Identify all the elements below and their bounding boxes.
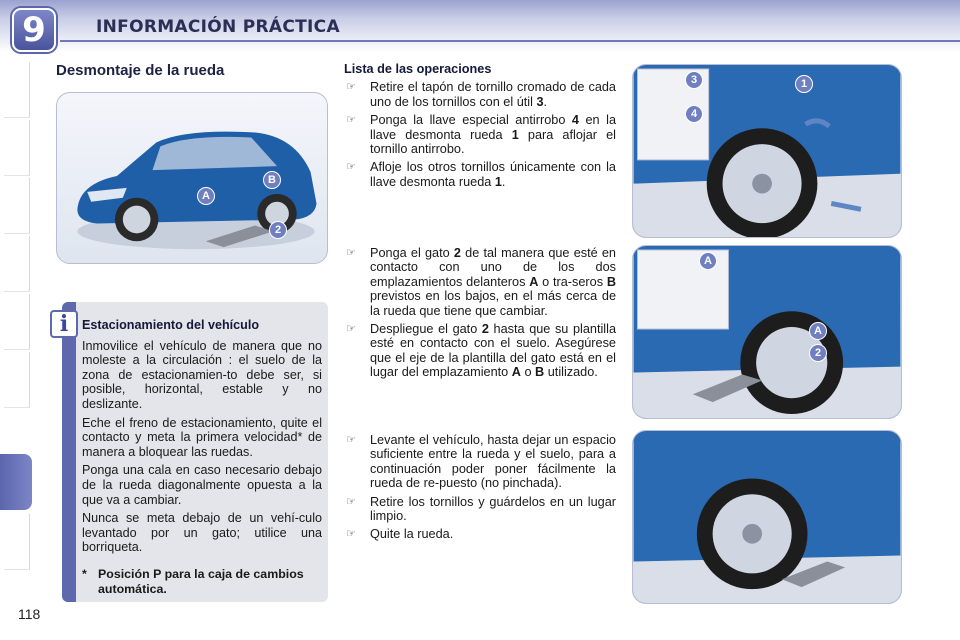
tool-4-marker: 4 bbox=[685, 105, 703, 123]
jack-2-marker: 2 bbox=[809, 344, 827, 362]
tool-1-marker: 1 bbox=[795, 75, 813, 93]
chapter-number: 9 bbox=[22, 10, 46, 50]
operation-step bbox=[344, 246, 616, 318]
operation-text: Retire los tornillos y guárdelos en un lugar limpio. bbox=[370, 494, 616, 524]
point-a-marker: A bbox=[809, 322, 827, 340]
chapter-side-tabs bbox=[0, 62, 34, 582]
operation-text: Quite la rueda. bbox=[370, 527, 454, 542]
info-paragraph: Inmovilice el vehículo de manera que no moleste a la circulación : el suelo de la zona de estacionamien-to debe ser, si posible, horizontal, estable y no deslizante. bbox=[82, 338, 322, 411]
operation-step bbox=[344, 80, 616, 109]
info-paragraph: Ponga una cala en caso necesario debajo de la rueda diagonalmente opuesta a la que va a cambiar. bbox=[82, 463, 322, 507]
callout-reference: B bbox=[606, 274, 617, 289]
callout-reference: 2 bbox=[481, 322, 489, 337]
side-tab[interactable] bbox=[4, 62, 30, 118]
section-title: Desmontaje de la rueda bbox=[56, 62, 225, 79]
chapter-title: INFORMACIÓN PRÁCTICA bbox=[96, 17, 340, 37]
header-band bbox=[0, 0, 960, 52]
header-rule bbox=[60, 40, 960, 42]
operations-group-2 bbox=[344, 246, 616, 384]
page-number: 118 bbox=[18, 606, 41, 622]
side-tab[interactable] bbox=[4, 236, 30, 292]
operations-group-3 bbox=[344, 433, 616, 546]
operation-step bbox=[344, 160, 616, 189]
jack-placement-illustration bbox=[632, 245, 902, 419]
point-b-marker: B bbox=[263, 171, 281, 189]
point-a-marker: A bbox=[699, 252, 717, 270]
jack-2-marker: 2 bbox=[269, 221, 287, 239]
operation-step bbox=[344, 113, 616, 156]
operation-text: Ponga la llave especial antirrobo 4 en la llave desmonta rueda 1 para aflojar el tornillo antirrobo. bbox=[370, 113, 617, 157]
info-box-content bbox=[82, 318, 322, 596]
operation-step bbox=[344, 527, 616, 541]
operation-step bbox=[344, 322, 616, 380]
hand-pointer-icon: ☞ bbox=[346, 81, 356, 94]
callout-reference: 2 bbox=[453, 246, 461, 260]
hand-pointer-icon: ☞ bbox=[346, 528, 356, 541]
side-tab-active[interactable] bbox=[0, 454, 32, 510]
info-paragraph: Eche el freno de estacionamiento, quite el contacto y meta la primera velocidad* de manera a bloquear las ruedas. bbox=[82, 415, 322, 459]
callout-reference: 4 bbox=[571, 113, 579, 128]
operation-step bbox=[344, 433, 616, 491]
point-a-marker: A bbox=[197, 187, 215, 205]
side-tab[interactable] bbox=[4, 120, 30, 176]
hand-pointer-icon: ☞ bbox=[346, 434, 356, 446]
hand-pointer-icon: ☞ bbox=[346, 114, 356, 127]
wheel-bolts-illustration bbox=[632, 64, 902, 238]
car-overview-drawing bbox=[57, 93, 327, 263]
wheel-removal-illustration bbox=[632, 430, 902, 604]
side-tab[interactable] bbox=[4, 514, 30, 570]
callout-reference: A bbox=[529, 274, 539, 289]
info-paragraph: Nunca se meta debajo de un vehí-culo levantado por un gato; utilice una borriqueta. bbox=[82, 511, 322, 555]
info-box-bar bbox=[62, 302, 76, 602]
car-overview-illustration bbox=[56, 92, 328, 264]
operations-list bbox=[344, 80, 616, 189]
wheel-bolts-drawing bbox=[633, 65, 901, 237]
operation-text: Levante el vehículo, hasta dejar un espacio suficiente entre la rueda y el suelo, para a continuación poder poner fácilmente la rueda de re-puesto (no pinchada). bbox=[370, 433, 616, 491]
callout-reference: 1 bbox=[511, 127, 519, 142]
side-tab[interactable] bbox=[4, 352, 30, 408]
operation-text: Despliegue el gato 2 hasta que su plantilla esté en contacto con el suelo. Asegúrese que el eje de la plantilla del gato está en el lugar del emplazamiento A o B utilizado. bbox=[370, 322, 616, 380]
tool-3-marker: 3 bbox=[685, 71, 703, 89]
jack-placement-drawing bbox=[633, 246, 901, 418]
operation-text: Afloje los otros tornillos únicamente con la llave desmonta rueda 1. bbox=[370, 160, 616, 189]
hand-pointer-icon: ☞ bbox=[346, 161, 356, 174]
info-icon: i bbox=[50, 310, 78, 338]
hand-pointer-icon: ☞ bbox=[346, 495, 356, 508]
info-box-title: Estacionamiento del vehículo bbox=[82, 318, 260, 332]
note-marker: * bbox=[82, 566, 87, 581]
callout-reference: 3 bbox=[536, 94, 544, 109]
operations-title: Lista de las operaciones bbox=[344, 62, 492, 76]
side-tab[interactable] bbox=[4, 178, 30, 234]
operation-step bbox=[344, 495, 616, 524]
callout-reference: 1 bbox=[494, 174, 502, 189]
chapter-badge bbox=[12, 8, 56, 52]
operations-list bbox=[344, 433, 616, 542]
wheel-removal-drawing bbox=[633, 431, 901, 603]
parking-info-box bbox=[59, 302, 328, 602]
automatic-gearbox-note bbox=[82, 567, 322, 596]
operation-text: Ponga el gato 2 de tal manera que esté en contacto con uno de los dos emplazamientos delanteros A o tra-seros B previstos en los bajos, en el más cerca de la rueda que tiene que cambiar. bbox=[370, 246, 617, 318]
callout-reference: B bbox=[535, 365, 545, 380]
hand-pointer-icon: ☞ bbox=[346, 247, 356, 259]
operations-group-1 bbox=[344, 62, 616, 193]
operation-text: Retire el tapón de tornillo cromado de cada uno de los tornillos con el útil 3. bbox=[370, 80, 616, 109]
callout-reference: A bbox=[511, 365, 521, 380]
operations-list bbox=[344, 246, 616, 380]
hand-pointer-icon: ☞ bbox=[346, 323, 356, 336]
note-text: Posición P para la caja de cambios automática. bbox=[98, 566, 304, 596]
side-tab[interactable] bbox=[4, 294, 30, 350]
